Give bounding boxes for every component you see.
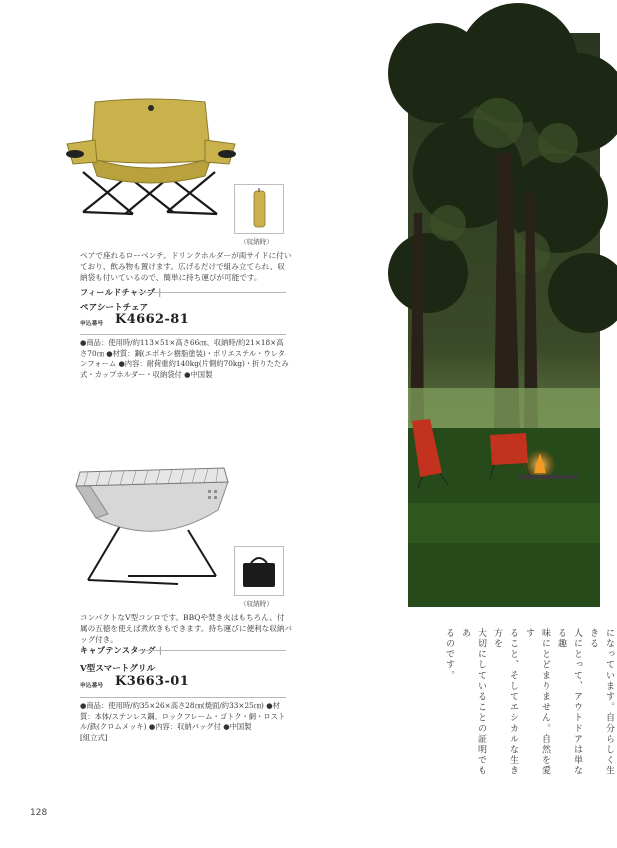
essay-line: 味にとどまりません。自然を愛す xyxy=(524,628,550,777)
chair-code: K4662-81 xyxy=(115,312,190,327)
chair-storage-thumbnail xyxy=(234,184,284,234)
essay-line: になっています。自分らしく生きる xyxy=(588,628,614,777)
essay-line: 人にとって、アウトドアは単なる趣 xyxy=(556,628,582,777)
grill-brand: キャプテンスタッグ | xyxy=(80,645,163,655)
chair-divider-top xyxy=(138,292,286,293)
grill-thumb-caption: （収納時） xyxy=(240,600,273,608)
grill-storage-thumbnail xyxy=(234,546,284,596)
brand-name: フィールドチャンプ xyxy=(80,287,156,297)
chair-thumb-caption: （収納時） xyxy=(240,238,273,246)
essay-line: 大切にしていることの証明でもあ xyxy=(460,628,486,777)
chair-brand: フィールドチャンプ | xyxy=(80,287,162,297)
page-number: 128 xyxy=(30,808,48,818)
brand-name: キャプテンスタッグ xyxy=(80,645,156,655)
essay-line: ること、そしてエシカルな生き方を xyxy=(492,628,518,777)
grill-name: V型スマートグリル xyxy=(80,664,156,674)
grill-specs: ●商品：使用時/約35×26×高さ28㎝(焼面/約33×25㎝) ●材質：本体/ステンレス鋼、ロックフレーム・ゴトク・網・ロストル/鉄(クロムメッキ) ●内容：収納バッグ付 ●中国製 xyxy=(80,701,286,732)
grill-divider-bottom xyxy=(80,697,286,698)
chair-specs: ●商品：使用時/約113×51×高さ66㎝、収納時/約21×18×高さ70㎝ ●材質：鋼(エポキシ樹脂塗装)・ポリエステル・ウレタンフォーム ●内容：耐荷重約140kg(片側約70kg)・折りたたみ式・カップホルダー・収納袋付 ●中国製 xyxy=(80,338,289,379)
grill-divider-top xyxy=(138,650,286,651)
chair-description: ペアで座れるローベンチ。ドリンクホルダーが両サイドに付いており、飲み物も置けます。広げるだけで組み立てられ、収納袋も付いているので、簡単に持ち運びが可能です。 xyxy=(80,251,292,282)
chair-code-label: 申込番号 xyxy=(80,321,104,327)
grill-code-label: 申込番号 xyxy=(80,683,104,689)
folding-chair-image xyxy=(55,92,245,222)
campsite-photo-image xyxy=(408,33,600,607)
v-grill-image xyxy=(68,458,238,586)
chair-divider-bottom xyxy=(80,334,286,335)
grill-description: コンパクトなV型コンロです。BBQや焚き火はもちろん、付属の五徳を使えば煮炊きもできます。持ち運びに便利な収納バッグ付き。 xyxy=(80,613,293,644)
grill-assembly-note: [組立式] xyxy=(80,733,108,742)
essay-line: るのです。 xyxy=(444,628,454,681)
essay-vertical-text xyxy=(441,628,617,778)
grill-product-image xyxy=(68,458,238,586)
grill-code: K3663-01 xyxy=(115,674,190,689)
storage-bag-icon xyxy=(235,547,283,595)
chair-product-image xyxy=(55,92,245,222)
storage-bag-icon xyxy=(235,185,283,233)
chair-name: ペアシートチェア xyxy=(80,303,149,313)
forest-campsite-photo xyxy=(408,33,600,607)
